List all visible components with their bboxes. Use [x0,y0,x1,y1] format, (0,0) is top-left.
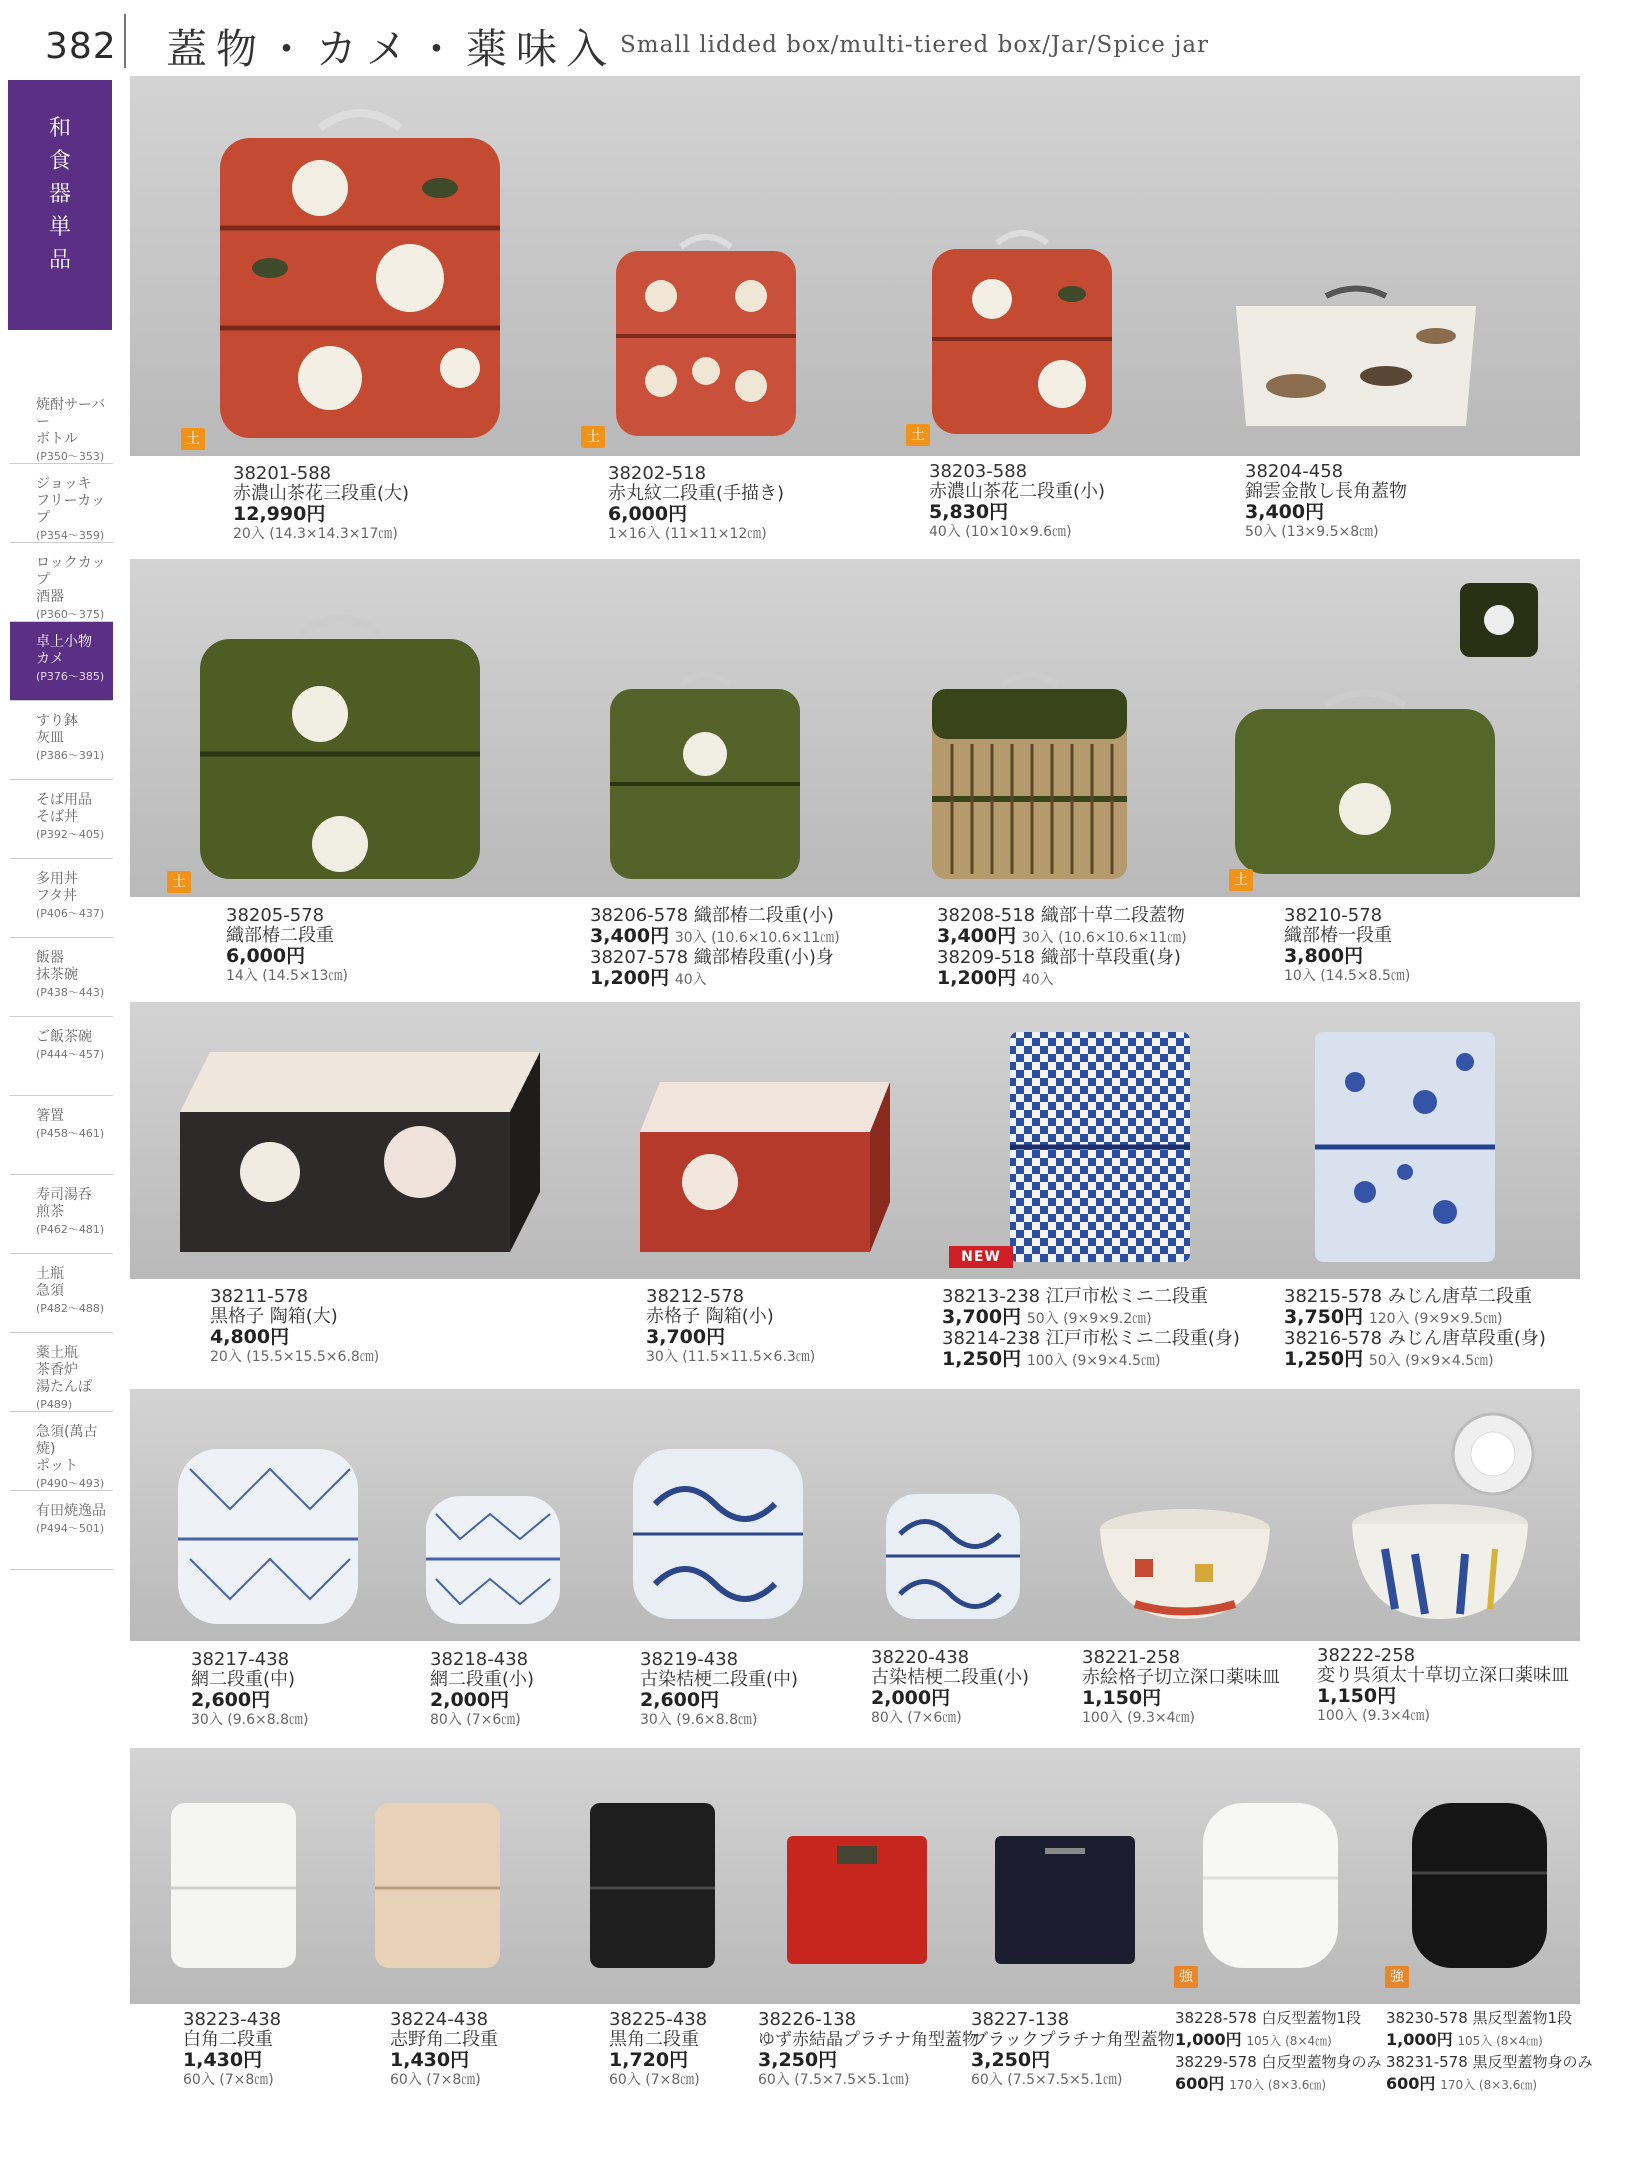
product-label [871,1648,1029,1728]
product-label [210,1287,379,1367]
product-price-line [1175,2029,1382,2052]
net-pattern-round-box-medium [170,1429,365,1629]
product-spec: 30入 (11.5×11.5×6.3㎝) [646,1349,816,1365]
index-item-pages: (P489) [36,1398,73,1411]
red-lattice-ceramic-box [630,1072,900,1262]
product-price: 1,000円 [1175,2030,1242,2049]
product-line: 38207-578 織部椿段重(小)身 [590,947,834,968]
product-spec: 30入 (10.6×10.6×11㎝) [674,930,840,946]
product-name: 黒角二段重 [609,2029,699,2050]
index-item[interactable] [10,1333,113,1412]
product-code: 38210-578 [1284,905,1383,926]
product-price-line [1175,2073,1382,2096]
strong-badge: 強 [1174,1966,1198,1988]
red-circle-pattern-box [606,221,806,441]
product-price: 3,750円 [1284,1306,1364,1328]
index-item-label: 飯器 抹茶碗 [36,950,78,983]
product-price: 3,400円 [1245,501,1325,523]
index-item-label: ご飯茶碗 [36,1029,92,1045]
index-item-label: 焼酎サーバー ボトル [36,397,106,447]
product-code: 38220-438 [871,1647,970,1668]
product-line: 38228-578 白反型蓋物1段 [1175,2009,1362,2027]
product-code: 38226-138 [758,2009,857,2030]
product-line: 38209-518 織部十草段重(身) [937,947,1181,968]
green-oribe-one-tier-box [1225,679,1505,879]
product-label [609,2010,707,2090]
black-curved-lidded-bowl [1407,1793,1552,1973]
product-price: 1,150円 [1317,1685,1397,1707]
green-oribe-two-tier-small [600,659,810,884]
earthen-badge: 土 [167,871,191,893]
page-subtitle: Small lidded box/multi-tiered box/Jar/Spice jar [620,32,1210,58]
product-name: 変り呉須太十草切立深口薬味皿 [1317,1665,1569,1686]
product-code: 38221-258 [1082,1647,1181,1668]
index-item[interactable] [10,622,113,701]
index-item-label: ロックカップ 酒器 [36,555,106,605]
product-spec: 80入 (7×6㎝) [871,1710,962,1726]
product-name: 網二段重(小) [430,1669,535,1690]
mijin-karakusa-two-tier-box [1305,1022,1505,1272]
product-price: 3,400円 [590,925,670,947]
black-platinum-box [990,1828,1140,1968]
product-price: 600円 [1386,2074,1436,2093]
product-spec: 100入 (9×9×4.5㎝) [1026,1353,1161,1369]
product-price-line [942,1349,1240,1371]
product-label [646,1287,815,1367]
product-photo-row-4 [130,1389,1580,1641]
product-price: 1,430円 [183,2049,263,2071]
index-item-label: 急須(萬古焼) ポット [36,1424,98,1474]
section-index [10,385,113,1570]
index-item-pages: (P350～353) [36,450,105,463]
product-label [1175,2008,1382,2096]
dish-detail-inset [1448,1409,1538,1499]
white-rectangular-lidded-box [1226,276,1486,436]
kosome-kikyo-round-box-medium [625,1434,810,1624]
product-spec: 60入 (7×8㎝) [183,2072,274,2088]
index-item[interactable] [10,780,113,859]
product-label [1386,2008,1593,2096]
product-name: 織部椿二段重 [226,925,334,946]
product-price-line [590,926,840,948]
product-label [640,1650,798,1730]
new-badge: NEW [949,1246,1013,1268]
category-tab-char: 品 [48,248,71,273]
product-spec: 60入 (7×8㎝) [390,2072,481,2088]
product-price: 1,250円 [942,1348,1022,1370]
index-item[interactable] [10,1412,113,1491]
product-price: 1,720円 [609,2049,689,2071]
product-code: 38204-458 [1245,461,1344,482]
product-label [937,906,1187,990]
green-oribe-two-tier-box [190,604,490,884]
product-label [1245,462,1407,542]
product-price: 1,000円 [1386,2030,1453,2049]
product-label [1317,1646,1569,1726]
index-item-pages: (P438～443) [36,986,105,999]
product-name: 網二段重(中) [191,1669,296,1690]
product-price: 5,830円 [929,501,1009,523]
product-code: 38202-518 [608,463,707,484]
black-lattice-ceramic-box [170,1042,550,1262]
product-label [1284,1287,1546,1371]
index-item[interactable] [10,543,113,622]
product-label [590,906,840,990]
product-label [758,2010,979,2090]
product-price-line [1284,1307,1546,1329]
product-spec: 170入 (8×3.6㎝) [1229,2078,1327,2092]
product-name: 赤濃山茶花二段重(小) [929,481,1106,502]
index-item-pages: (P462～481) [36,1223,105,1236]
header-divider [124,14,126,68]
product-price: 600円 [1175,2074,1225,2093]
index-item-label: 箸置 [36,1108,64,1124]
index-item-pages: (P494～501) [36,1522,105,1535]
index-item[interactable] [10,859,113,938]
product-price: 3,250円 [758,2049,838,2071]
product-line: 38206-578 織部椿二段重(小) [590,905,834,926]
product-price: 1,150円 [1082,1687,1162,1709]
product-label [1284,906,1410,986]
product-price: 6,000円 [608,503,688,525]
product-label [971,2010,1175,2090]
product-spec: 14入 (14.5×13㎝) [226,968,348,984]
product-price: 3,800円 [1284,945,1364,967]
product-price: 1,200円 [590,967,670,989]
product-name: 古染桔梗二段重(小) [871,1667,1030,1688]
product-photo-row-1 [130,76,1580,456]
product-price: 2,600円 [191,1689,271,1711]
product-name: 赤絵格子切立深口薬味皿 [1082,1667,1280,1688]
index-item-label: 薬土瓶 茶香炉 湯たんぽ [36,1345,92,1395]
product-photo-row-3 [130,1002,1580,1279]
index-item-pages: (P490～493) [36,1477,105,1490]
red-three-tier-box [210,98,510,448]
product-spec: 20入 (15.5×15.5×6.8㎝) [210,1349,380,1365]
white-square-two-tier-box [166,1793,301,1973]
product-spec: 100入 (9.3×4㎝) [1082,1710,1195,1726]
product-line: 38213-238 江戸市松ミニ二段重 [942,1286,1208,1307]
product-label [233,464,409,544]
product-spec: 30入 (9.6×8.8㎝) [191,1712,309,1728]
product-code: 38212-578 [646,1286,745,1307]
shino-square-two-tier-box [370,1793,505,1973]
product-code: 38217-438 [191,1649,290,1670]
product-name: 志野角二段重 [390,2029,498,2050]
product-spec: 60入 (7×8㎝) [609,2072,700,2088]
red-two-tier-box-small [922,219,1122,439]
product-label [183,2010,281,2090]
product-code: 38218-438 [430,1649,529,1670]
edo-checker-two-tier-box [1000,1022,1200,1272]
product-spec: 50入 (9×9×9.2㎝) [1026,1311,1152,1327]
product-code: 38203-588 [929,461,1028,482]
product-name: 黒格子 陶箱(大) [210,1306,338,1327]
oribe-stripe-box [922,659,1137,884]
index-item[interactable] [10,1175,113,1254]
index-item-label: すり鉢 灰皿 [36,713,78,746]
product-line: 38208-518 織部十草二段蓋物 [937,905,1185,926]
product-label [929,462,1105,542]
category-tab-char: 和 [48,116,71,141]
index-item[interactable] [10,701,113,780]
product-spec: 20入 (14.3×14.3×17㎝) [233,526,398,542]
index-item-label: ジョッキ フリーカップ [36,476,106,526]
index-item-pages: (P354～359) [36,529,105,542]
product-spec: 1×16入 (11×11×12㎝) [608,526,767,542]
index-item-label: 土瓶 急須 [36,1266,64,1299]
product-spec: 30入 (9.6×8.8㎝) [640,1712,758,1728]
earthen-badge: 土 [1229,869,1253,891]
product-spec: 60入 (7.5×7.5×5.1㎝) [971,2072,1123,2088]
product-spec: 80入 (7×6㎝) [430,1712,521,1728]
product-label [191,1650,308,1730]
product-spec: 50入 (9×9×4.5㎝) [1368,1353,1494,1369]
product-code: 38227-138 [971,2009,1070,2030]
product-price: 2,000円 [871,1687,951,1709]
index-item-pages: (P444～457) [36,1048,105,1061]
net-pattern-round-box-small [420,1484,565,1629]
product-name: 赤格子 陶箱(小) [646,1306,774,1327]
product-code: 38223-438 [183,2009,282,2030]
product-price-line [937,968,1187,990]
product-price: 6,000円 [226,945,306,967]
product-spec: 40入 (10×10×9.6㎝) [929,524,1072,540]
product-price: 2,000円 [430,1689,510,1711]
product-line: 38230-578 黒反型蓋物1段 [1386,2009,1573,2027]
product-spec: 120入 (9×9×9.5㎝) [1368,1311,1503,1327]
product-code: 38211-578 [210,1286,309,1307]
index-item-pages: (P406～437) [36,907,105,920]
product-line: 38216-578 みじん唐草段重(身) [1284,1328,1546,1349]
product-spec: 105入 (8×4㎝) [1246,2034,1332,2048]
product-price-line [590,968,840,990]
gosu-tokusa-spice-dish [1345,1499,1535,1624]
product-photo-row-5 [130,1748,1580,2004]
product-price: 12,990円 [233,503,326,525]
product-price: 2,600円 [640,1689,720,1711]
earthen-badge: 土 [906,424,930,446]
product-photo-row-2 [130,559,1580,897]
product-label [430,1650,534,1730]
index-item[interactable] [10,464,113,543]
product-label [608,464,784,544]
product-price: 4,800円 [210,1326,290,1348]
black-square-two-tier-box [585,1793,720,1973]
index-item[interactable] [10,1096,113,1175]
index-item-pages: (P392～405) [36,828,105,841]
product-price-line [1284,1349,1546,1371]
product-name: 錦雲金散し長角蓋物 [1245,481,1407,502]
index-item-label: そば用品 そば丼 [36,792,92,825]
product-code: 38219-438 [640,1649,739,1670]
earthen-badge: 土 [181,428,205,450]
index-item-label: 寿司湯呑 煎茶 [36,1187,92,1220]
index-item[interactable] [10,385,113,464]
product-label [390,2010,498,2090]
category-tab[interactable] [8,80,112,330]
index-item-pages: (P386～391) [36,749,105,762]
product-price: 1,430円 [390,2049,470,2071]
product-spec: 30入 (10.6×10.6×11㎝) [1021,930,1187,946]
product-price-line [942,1307,1240,1329]
product-label [226,906,348,986]
product-name: 織部椿一段重 [1284,925,1392,946]
product-line: 38229-578 白反型蓋物身のみ [1175,2053,1382,2071]
product-spec: 170入 (8×3.6㎝) [1440,2078,1538,2092]
product-spec: 60入 (7.5×7.5×5.1㎝) [758,2072,910,2088]
product-name: ゆず赤結晶プラチナ角型蓋物 [758,2030,979,2050]
product-name: 赤丸紋二段重(手描き) [608,483,785,504]
product-price: 3,250円 [971,2049,1051,2071]
index-item[interactable] [10,1491,113,1570]
page-number: 382 [45,26,117,67]
product-spec: 100入 (9.3×4㎝) [1317,1708,1430,1724]
product-label [1082,1648,1280,1728]
product-name: 白角二段重 [183,2029,273,2050]
strong-badge: 強 [1385,1966,1409,1988]
product-spec: 10入 (14.5×8.5㎝) [1284,968,1411,984]
index-item[interactable] [10,1254,113,1333]
product-spec: 105入 (8×4㎝) [1457,2034,1543,2048]
product-name: 赤濃山茶花三段重(大) [233,483,410,504]
kosome-kikyo-round-box-small [880,1484,1025,1624]
product-price: 1,200円 [937,967,1017,989]
category-tab-char: 単 [48,215,71,240]
product-spec: 50入 (13×9.5×8㎝) [1245,524,1379,540]
product-code: 38225-438 [609,2009,708,2030]
index-item-label: 卓上小物 カメ [36,634,92,667]
product-label [942,1287,1240,1371]
index-item-pages: (P458～461) [36,1127,105,1140]
product-spec: 40入 [674,972,707,988]
product-price-line [1386,2073,1593,2096]
yuzu-red-platinum-box [782,1828,932,1968]
product-price-line [937,926,1187,948]
product-spec: 40入 [1021,972,1054,988]
category-tab-char: 器 [48,182,71,207]
category-tab-char: 食 [48,149,71,174]
index-item-pages: (P482～488) [36,1302,105,1315]
product-price-line [1386,2029,1593,2052]
page-title: 蓋物・カメ・薬味入 [166,25,616,73]
earthen-badge: 土 [581,426,605,448]
product-name: ブラックプラチナ角型蓋物 [971,2030,1175,2050]
index-item-pages: (P376～385) [36,670,105,683]
product-code: 38201-588 [233,463,332,484]
product-price: 3,700円 [646,1326,726,1348]
product-price: 1,250円 [1284,1348,1364,1370]
product-line: 38214-238 江戸市松ミニ二段重(身) [942,1328,1240,1349]
product-price: 3,700円 [942,1306,1022,1328]
product-code: 38224-438 [390,2009,489,2030]
index-item[interactable] [10,1017,113,1096]
red-lattice-spice-dish [1095,1504,1275,1624]
product-name: 古染桔梗二段重(中) [640,1669,799,1690]
product-price: 3,400円 [937,925,1017,947]
product-line: 38231-578 黒反型蓋物身のみ [1386,2053,1593,2071]
product-code: 38205-578 [226,905,325,926]
index-item[interactable] [10,938,113,1017]
white-curved-lidded-bowl [1198,1793,1343,1973]
product-line: 38215-578 みじん唐草二段重 [1284,1286,1532,1307]
index-item-label: 多用丼 フタ丼 [36,871,78,904]
index-item-label: 有田焼逸品 [36,1503,106,1519]
product-code: 38222-258 [1317,1645,1416,1666]
index-item-pages: (P360～375) [36,608,105,621]
lid-detail-inset [1456,579,1542,661]
